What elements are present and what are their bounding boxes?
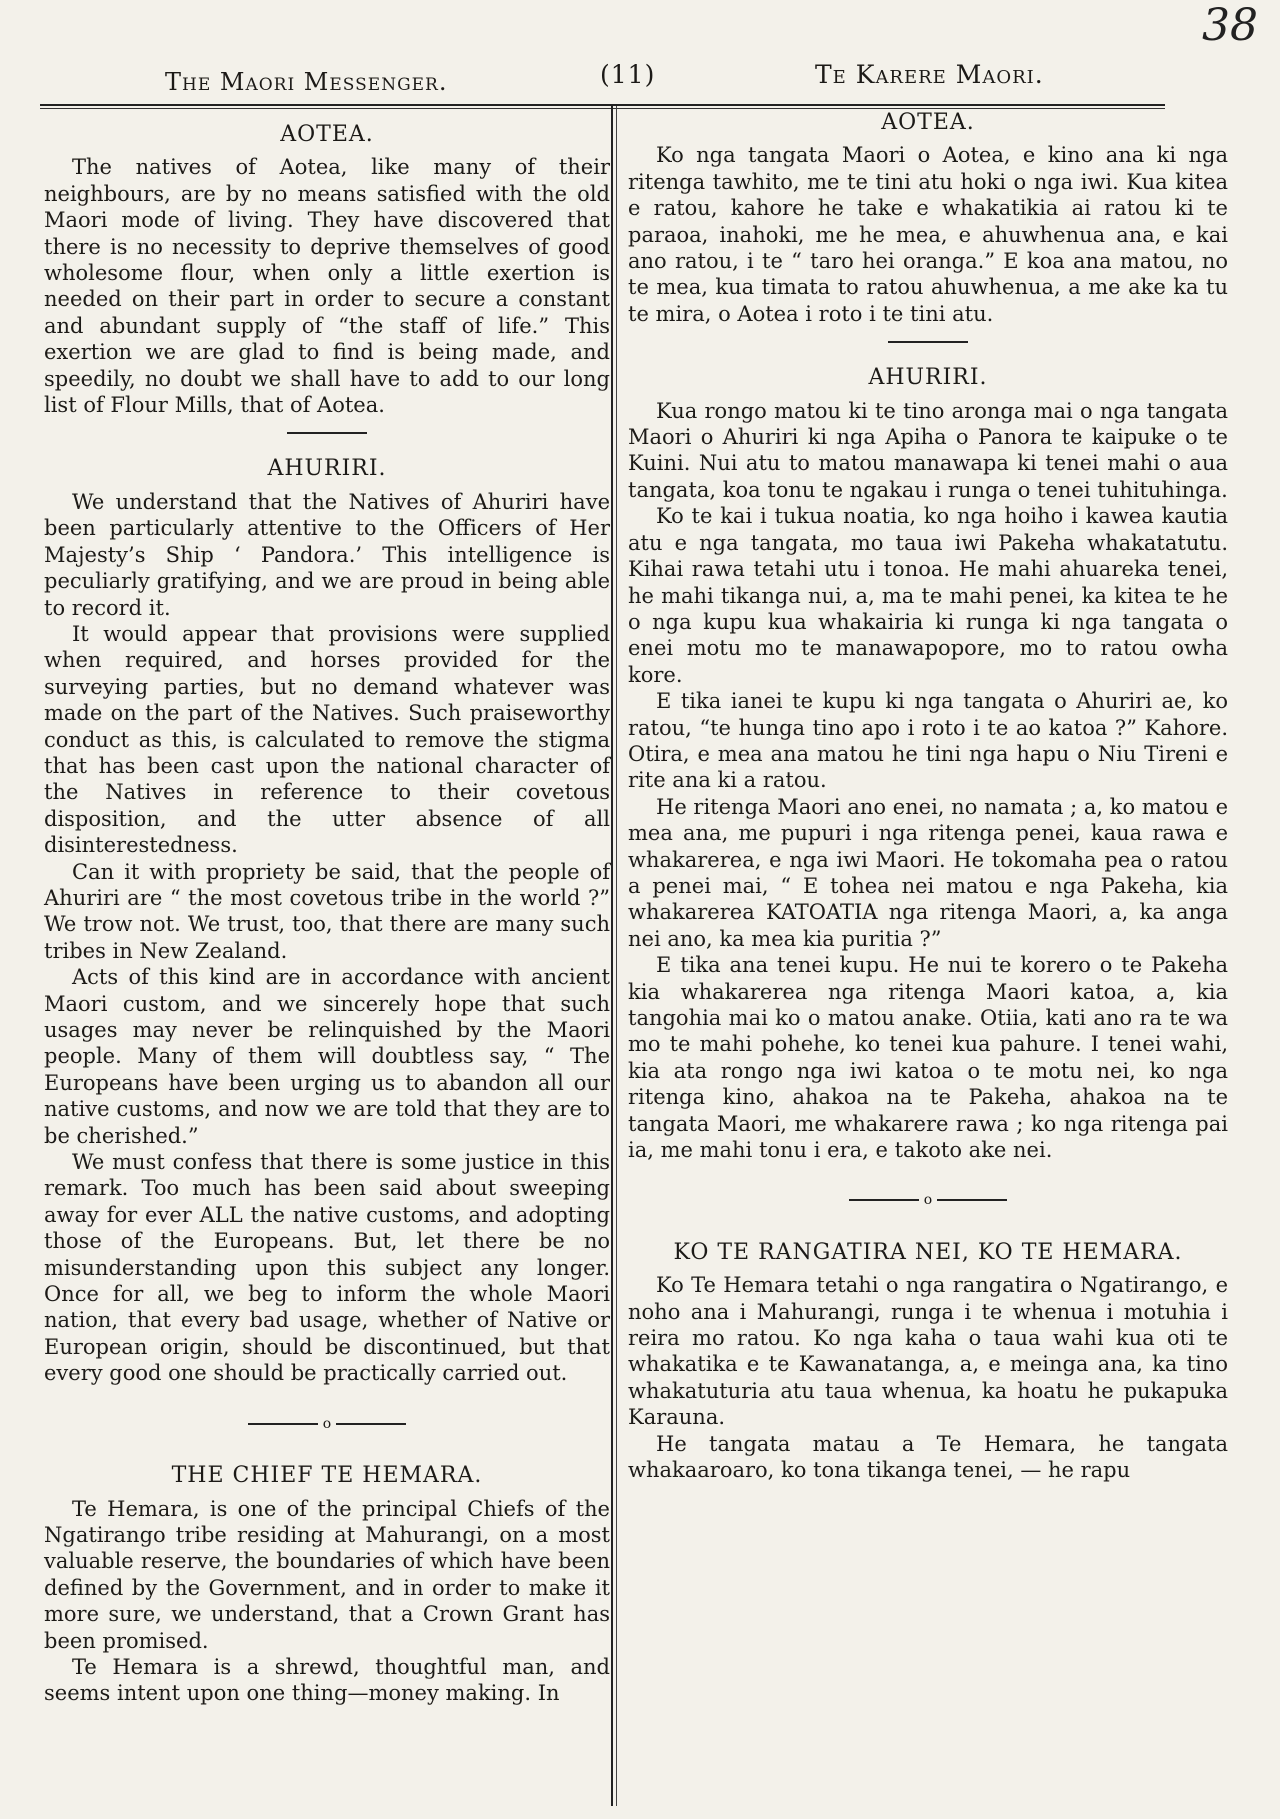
article-paragraph: Te Hemara, is one of the principal Chiefs of the Ngatirango tribe residing at Mahurangi, on a most valuable reserve, the boundaries of which have been defined by the Government, and in order to make it more sure, we understand, that a Crown Grant has been promised.	[44, 1496, 610, 1653]
article-paragraph: Ko nga tangata Maori o Aotea, e kino ana ki nga ritenga tawhito, me te tini atu hoki o nga iwi. Kua kitea e ratou, kahore he take e whakatikia ai ratou ki te paraoa, inahoki, me he mea, e ahuwhenua ana, e kai ano ratou, i te “ taro hei oranga.” E koa ana matou, no te mea, kua timata to ratou ahuwhenua, a me ake ka tu te mira, o Aotea i roto i te tini atu.	[628, 143, 1228, 326]
article-paragraph: The natives of Aotea, like many of their neighbours, are by no means satisfied with the old Maori mode of living. They have discovered that there is no necessity to deprive themselves of good wholesome flour, when only a little exertion is needed on their part in order to secure a constant and abundant supply of “the staff of life.” This exertion we are glad to find is being made, and speedily, no doubt we shall have to add to our long list of Flour Mills, that of Aotea.	[44, 155, 610, 418]
article-paragraph: He tangata matau a Te Hemara, he tangata whakaaroaro, ko tona tikanga tenei, — he rapu	[628, 1431, 1228, 1483]
article-paragraph: Kua rongo matou ki te tino aronga mai o nga tangata Maori o Ahuriri ki nga Apiha o Panora te kaipuke o te Kuini. Nui atu to matou manawapa ki tenei mahi o aua tangata, koa tonu te ngakau i runga o tenei tuhituhinga.	[628, 398, 1228, 502]
article-title-chief-mi: KO TE RANGATIRA NEI, KO TE HEMARA.	[673, 1239, 1183, 1265]
section-separator	[287, 432, 367, 434]
article-paragraph: He ritenga Maori ano enei, no namata ; a, ko matou e mea ana, me pupuri i nga ritenga penei, kaua rawa e whakarerea, e nga iwi Maori. He tokomaha pea o ratou a penei mai, “ E tohea nei matou e nga Pakeha, kia whakarerea KATOATIA nga ritenga Maori, a, ka anga nei ano, ka mea kia puritia ?”	[628, 794, 1228, 951]
masthead-rule	[40, 104, 1165, 106]
article-title-ahuriri-mi: AHURIRI.	[868, 365, 988, 391]
article-paragraph: It would appear that provisions were supplied when required, and horses provided for the surveying parties, but no demand whatever was made on the part of the Natives. Such praiseworthy conduct as this, is calculated to remove the stigma that has been cast upon the national character of the Natives in reference to their covetous disposition, and the utter absence of all disinterestedness.	[44, 621, 610, 858]
folio-number: 38	[1202, 0, 1258, 51]
article-paragraph: E tika ana tenei kupu. He nui te korero o te Pakeha kia whakarerea nga ritenga Maori katoa, a, kia tangohia mai ko o matou anake. Otiia, kati ano ra te wa mo te mahi pohehe, ko tenei kua pahure. I tenei wahi, kia ata rongo nga iwi katoa o te motu nei, ko nga ritenga kino, ahakoa na te Pakeha, ahakoa na te tangata Maori, me whakarere rawa ; ko nga ritenga pai ia, me mahi tonu i era, e takoto ake nei.	[628, 953, 1228, 1163]
maori-column	[628, 110, 1228, 1484]
masthead-rule-thin	[40, 108, 1165, 109]
article-paragraph: Ko Te Hemara tetahi o nga rangatira o Ngatirango, e noho ana i Mahurangi, runga i te whenua i motuhia i reira mo ratou. Ko nga kaha o taua wahi kua oti te whakatika e te Kawanatanga, a, e meinga ana, ka tino whakatuturia atu taua whenua, ka hoatu he pukapuka Karauna.	[628, 1273, 1228, 1430]
english-column	[44, 122, 610, 1707]
article-paragraph: We must confess that there is some justice in this remark. Too much has been said about sweeping away for ever ALL the native customs, and adopting those of the Europeans. But, let there be no misunderstanding upon this subject any longer. Once for all, we beg to inform the whole Maori nation, that every bad usage, whether of Native or European origin, should be discontinued, but that every good one should be practically carried out.	[44, 1150, 610, 1386]
article-paragraph: E tika ianei te kupu ki nga tangata o Ahuriri ae, ko ratou, “te hunga tino apo i roto i te ao katoa ?” Kahore. Otira, e mea ana matou he tini nga hapu o Niu Tireni e rite ana ki a ratou.	[628, 689, 1228, 793]
article-title-chief-en: THE CHIEF TE HEMARA.	[171, 1463, 483, 1489]
article-paragraph: Acts of this kind are in accordance with ancient Maori custom, and we sincerely hope that such usages may never be relinquished by the Maori people. Many of them will doubtless say, “ The Europeans have been urging us to abandon all our native customs, and now we are told that they are to be cherished.”	[44, 965, 610, 1148]
article-paragraph: Te Hemara is a shrewd, thoughtful man, and seems intent upon one thing—money making. In	[44, 1654, 610, 1706]
article-title-ahuriri-en: AHURIRI.	[267, 456, 387, 482]
masthead-maori-title: Te Karere Maori.	[815, 60, 1044, 89]
section-separator	[888, 341, 968, 343]
masthead	[40, 58, 1215, 98]
masthead-english-title: The Maori Messenger.	[165, 68, 448, 96]
section-separator: o	[628, 1187, 1228, 1213]
article-paragraph: Ko te kai i tukua noatia, ko nga hoiho i kawea kautia atu e nga tangata, mo taua iwi Pakeha whakatatutu. Kihai rawa tetahi utu i tonoa. He mahi ahuareka tenei, he mahi tikanga nui, a, ma te mahi penei, ka kitea te he o nga kupu kua whakairia ki runga ki nga tangata o enei motu mo te manawapopore, mo to ratou owha kore.	[628, 504, 1228, 687]
masthead-page-number: (11)	[600, 60, 656, 89]
article-title-aotea-en: AOTEA.	[280, 122, 374, 147]
column-divider	[611, 106, 617, 1806]
article-title-aotea-mi: AOTEA.	[881, 110, 975, 135]
section-separator: o	[44, 1411, 610, 1437]
article-paragraph: We understand that the Natives of Ahuriri have been particularly attentive to the Officers of Her Majesty’s Ship ‘ Pandora.’ This intelligence is peculiarly gratifying, and we are proud in being able to record it.	[44, 489, 610, 620]
article-paragraph: Can it with propriety be said, that the people of Ahuriri are “ the most covetous tribe in the world ?” We trow not. We trust, too, that there are many such tribes in New Zealand.	[44, 859, 610, 963]
